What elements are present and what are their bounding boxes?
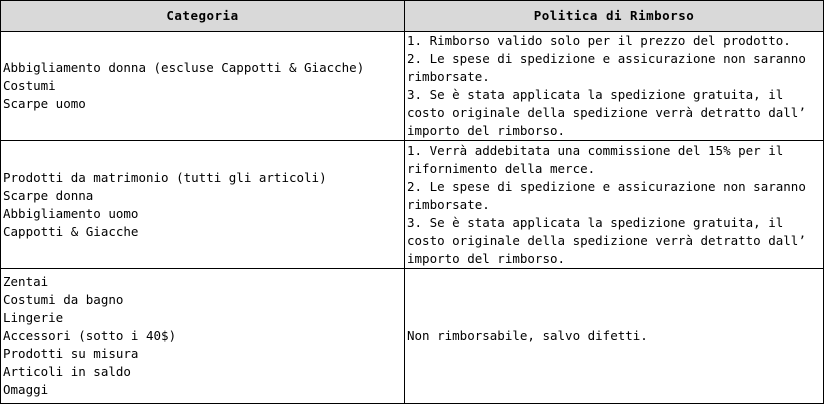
- policy-item: 3. Se è stata applicata la spedizione gratuita, il costo originale della spedizione verrà detratto dall’ importo del rimborso.: [407, 87, 814, 138]
- policy-cell: [405, 32, 824, 141]
- policy-item: 1. Rimborso valido solo per il prezzo del prodotto.: [407, 33, 791, 48]
- header-category: Categoria: [1, 1, 405, 32]
- category-item: Articoli in saldo: [3, 364, 131, 379]
- category-item: Prodotti da matrimonio (tutti gli articoli): [3, 169, 327, 185]
- category-cell: [1, 269, 405, 404]
- category-cell: [1, 32, 405, 141]
- category-item: Cappotti & Giacche: [3, 223, 139, 239]
- category-item: Abbigliamento donna (escluse Cappotti & Giacche): [3, 60, 365, 75]
- category-item: Costumi: [3, 78, 56, 93]
- category-item: Zentai: [3, 274, 49, 289]
- table-row: [1, 141, 824, 269]
- table-row: [1, 32, 824, 141]
- policy-item: 3. Se è stata applicata la spedizione gratuita, il costo originale della spedizione verrà detratto dall’ importo del rimborso.: [407, 214, 814, 266]
- policy-cell: [405, 141, 824, 269]
- category-cell: [1, 141, 405, 269]
- header-policy: Politica di Rimborso: [405, 1, 824, 32]
- category-item: Costumi da bagno: [3, 292, 124, 307]
- table-row: [1, 269, 824, 404]
- policy-item: 2. Le spese di spedizione e assicurazione non saranno rimborsate.: [407, 51, 814, 84]
- category-item: Accessori (sotto i 40$): [3, 328, 177, 343]
- category-item: Omaggi: [3, 382, 49, 397]
- header-row: [1, 1, 824, 32]
- category-item: Scarpe uomo: [3, 96, 86, 111]
- policy-item: 2. Le spese di spedizione e assicurazione non saranno rimborsate.: [407, 178, 814, 212]
- policy-item: Non rimborsabile, salvo difetti.: [407, 328, 648, 343]
- category-item: Scarpe donna: [3, 187, 94, 203]
- policy-cell: [405, 269, 824, 404]
- policy-item: 1. Verrà addebitata una commissione del 15% per il rifornimento della merce.: [407, 142, 791, 176]
- category-item: Prodotti su misura: [3, 346, 139, 361]
- category-item: Abbigliamento uomo: [3, 205, 139, 221]
- category-item: Lingerie: [3, 310, 64, 325]
